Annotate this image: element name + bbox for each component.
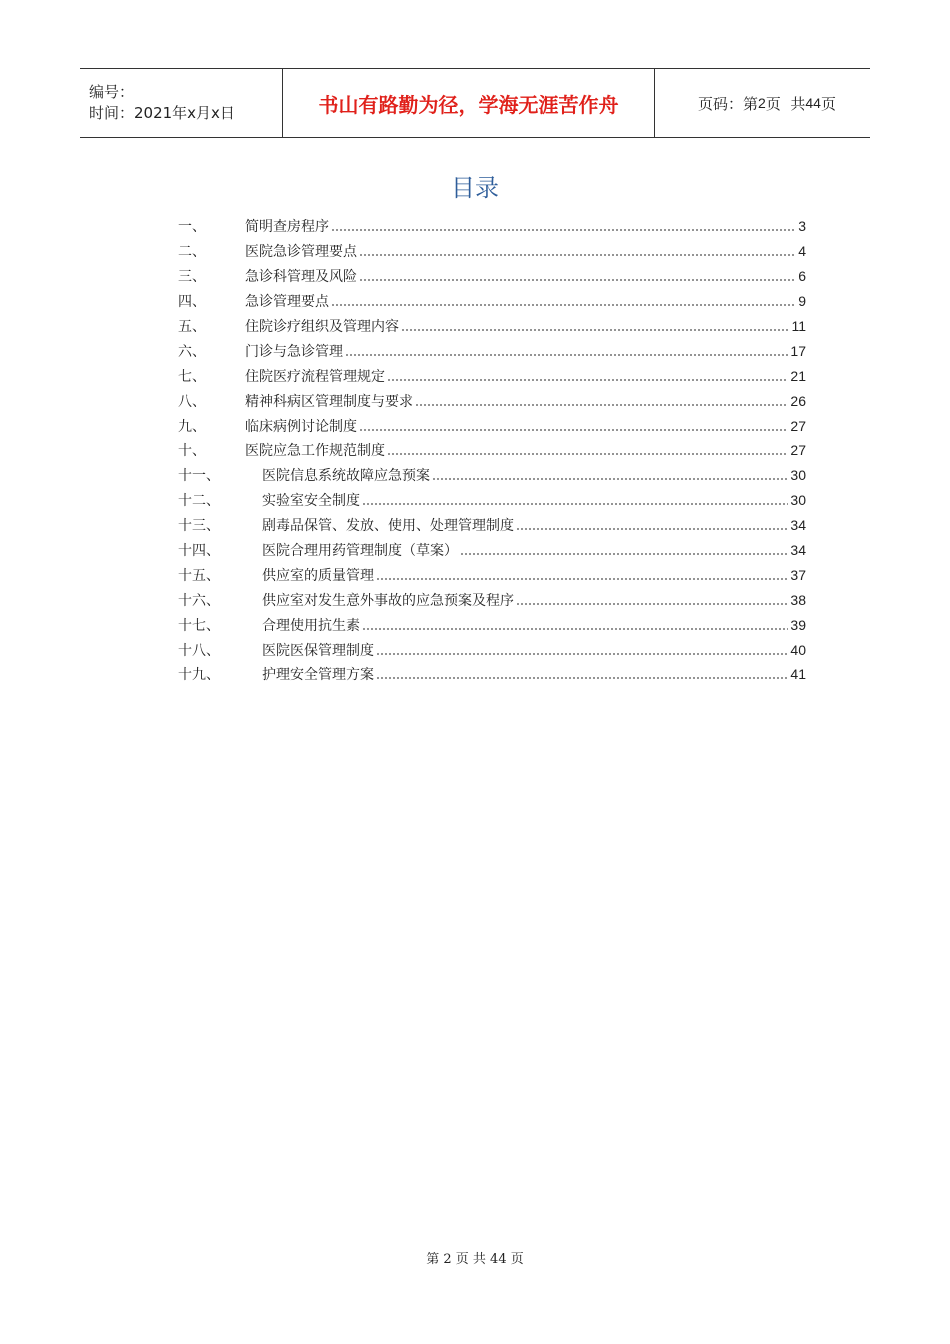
toc-entry[interactable] bbox=[178, 463, 806, 488]
toc-leader-dots bbox=[331, 228, 796, 232]
toc-entry-page: 27 bbox=[790, 417, 806, 434]
toc-entry-title: 急诊管理要点 bbox=[245, 294, 329, 311]
toc-entry[interactable] bbox=[178, 513, 806, 538]
toc-leader-dots bbox=[387, 378, 788, 382]
toc-entry-title: 简明查房程序 bbox=[245, 219, 329, 236]
toc-entry-page: 4 bbox=[798, 243, 806, 260]
toc-entry-page: 27 bbox=[790, 442, 806, 459]
toc-entry-title: 门诊与急诊管理 bbox=[245, 343, 343, 360]
toc-entry-number: 十一、 bbox=[178, 468, 220, 485]
toc-entry-number: 十六、 bbox=[178, 592, 220, 609]
toc-entry-number: 九、 bbox=[178, 418, 206, 435]
page-middle: 页 共 bbox=[765, 94, 806, 113]
toc-entry-title: 医院急诊管理要点 bbox=[245, 244, 357, 261]
toc-entry-number: 十、 bbox=[178, 443, 206, 460]
toc-entry-page: 40 bbox=[790, 641, 806, 658]
toc-entry[interactable] bbox=[178, 612, 806, 637]
toc-leader-dots bbox=[376, 652, 788, 656]
toc-entry-title: 精神科病区管理制度与要求 bbox=[245, 393, 413, 410]
toc-entry-title: 供应室的质量管理 bbox=[262, 567, 374, 584]
toc-entry-number: 三、 bbox=[178, 269, 206, 286]
page-header bbox=[80, 68, 870, 138]
toc-entry-page: 17 bbox=[790, 342, 806, 359]
toc-entry-page: 3 bbox=[798, 218, 806, 235]
toc-entry[interactable] bbox=[178, 662, 806, 687]
motto-text: 书山有路勤为径，学海无涯苦作舟 bbox=[318, 92, 619, 117]
toc-leader-dots bbox=[376, 577, 788, 581]
toc-entry-page: 26 bbox=[790, 392, 806, 409]
toc-entry-number: 八、 bbox=[178, 393, 206, 410]
toc-entry[interactable] bbox=[178, 289, 806, 314]
toc-entry-number: 七、 bbox=[178, 368, 206, 385]
toc-leader-dots bbox=[516, 602, 788, 606]
toc-entry-number: 十三、 bbox=[178, 518, 220, 535]
toc-entry-title: 临床病例讨论制度 bbox=[245, 418, 357, 435]
toc-leader-dots bbox=[359, 253, 796, 257]
toc-entry[interactable] bbox=[178, 388, 806, 413]
toc-entry-page: 38 bbox=[790, 591, 806, 608]
toc-entry-page: 37 bbox=[790, 566, 806, 583]
page-prefix: 页码：第 bbox=[698, 94, 759, 113]
toc-entry-title: 医院应急工作规范制度 bbox=[245, 443, 385, 460]
toc-entry-number: 二、 bbox=[178, 244, 206, 261]
toc-entry[interactable] bbox=[178, 413, 806, 438]
toc-entry-page: 34 bbox=[790, 542, 806, 559]
header-meta bbox=[80, 69, 282, 137]
toc-leader-dots bbox=[432, 477, 788, 481]
toc-entry[interactable] bbox=[178, 239, 806, 264]
toc-entry[interactable] bbox=[178, 538, 806, 563]
toc-entry[interactable] bbox=[178, 562, 806, 587]
document-number-label: 编号： bbox=[89, 83, 135, 101]
toc-entry-title: 供应室对发生意外事故的应急预案及程序 bbox=[262, 592, 514, 609]
toc-entry-number: 十七、 bbox=[178, 617, 220, 634]
toc-entry-number: 四、 bbox=[178, 294, 206, 311]
document-time-label: 时间：2021年x月x日 bbox=[89, 104, 235, 122]
toc-entry-number: 十八、 bbox=[178, 642, 220, 659]
toc-entry-number: 十四、 bbox=[178, 543, 220, 560]
toc-leader-dots bbox=[359, 428, 788, 432]
toc-leader-dots bbox=[401, 328, 789, 332]
toc-entry-title: 急诊科管理及风险 bbox=[245, 269, 357, 286]
toc-entry[interactable] bbox=[178, 264, 806, 289]
toc-entry-title: 住院医疗流程管理规定 bbox=[245, 368, 385, 385]
toc-entry[interactable] bbox=[178, 438, 806, 463]
toc-entry-number: 一、 bbox=[178, 219, 206, 236]
toc-entry-title: 住院诊疗组织及管理内容 bbox=[245, 319, 399, 335]
toc-leader-dots bbox=[516, 527, 788, 531]
toc-entry-page: 30 bbox=[790, 492, 806, 509]
toc-leader-dots bbox=[460, 552, 788, 556]
toc-entry-page: 34 bbox=[790, 517, 806, 534]
toc-entry-title: 医院医保管理制度 bbox=[262, 642, 374, 659]
page-total: 44 bbox=[805, 95, 821, 111]
toc-entry-number: 十五、 bbox=[178, 567, 220, 584]
toc-entry-page: 11 bbox=[791, 318, 806, 334]
page-suffix: 页 bbox=[820, 94, 836, 113]
toc-entry[interactable] bbox=[178, 338, 806, 363]
page-footer: 第 2 页 共 44 页 bbox=[426, 1252, 524, 1267]
toc-entry-number: 六、 bbox=[178, 343, 206, 360]
toc-entry-page: 6 bbox=[798, 268, 806, 285]
toc-entry-page: 9 bbox=[798, 293, 806, 310]
toc-entry-title: 医院合理用药管理制度（草案） bbox=[262, 543, 458, 560]
toc-leader-dots bbox=[415, 403, 788, 407]
toc-title: 目录 bbox=[451, 174, 499, 202]
page-current: 2 bbox=[758, 95, 766, 111]
toc-leader-dots bbox=[362, 627, 788, 631]
toc-entry-title: 实验室安全制度 bbox=[262, 493, 360, 510]
toc-leader-dots bbox=[376, 676, 788, 680]
toc-entry-number: 十二、 bbox=[178, 493, 220, 510]
toc-leader-dots bbox=[387, 452, 788, 456]
toc-leader-dots bbox=[345, 353, 788, 357]
header-motto bbox=[282, 69, 655, 137]
toc-entry[interactable] bbox=[178, 214, 806, 239]
toc-entry-title: 剧毒品保管、发放、使用、处理管理制度 bbox=[262, 518, 514, 535]
toc-entry-title: 医院信息系统故障应急预案 bbox=[262, 468, 430, 485]
toc-entry-page: 41 bbox=[790, 666, 806, 683]
toc-entry[interactable] bbox=[178, 314, 806, 339]
table-of-contents bbox=[178, 214, 806, 687]
toc-entry-page: 39 bbox=[790, 616, 806, 633]
toc-entry[interactable] bbox=[178, 587, 806, 612]
toc-leader-dots bbox=[362, 502, 788, 506]
toc-entry[interactable] bbox=[178, 637, 806, 662]
toc-entry-number: 十九、 bbox=[178, 667, 220, 684]
toc-leader-dots bbox=[331, 303, 796, 307]
toc-entry-title: 护理安全管理方案 bbox=[262, 667, 374, 684]
toc-entry-page: 30 bbox=[790, 467, 806, 484]
toc-entry-title: 合理使用抗生素 bbox=[262, 617, 360, 634]
toc-entry[interactable] bbox=[178, 488, 806, 513]
header-page-info bbox=[655, 69, 870, 137]
toc-entry-page: 21 bbox=[790, 367, 806, 384]
toc-entry[interactable] bbox=[178, 363, 806, 388]
toc-entry-number: 五、 bbox=[178, 319, 206, 335]
toc-leader-dots bbox=[359, 278, 796, 282]
